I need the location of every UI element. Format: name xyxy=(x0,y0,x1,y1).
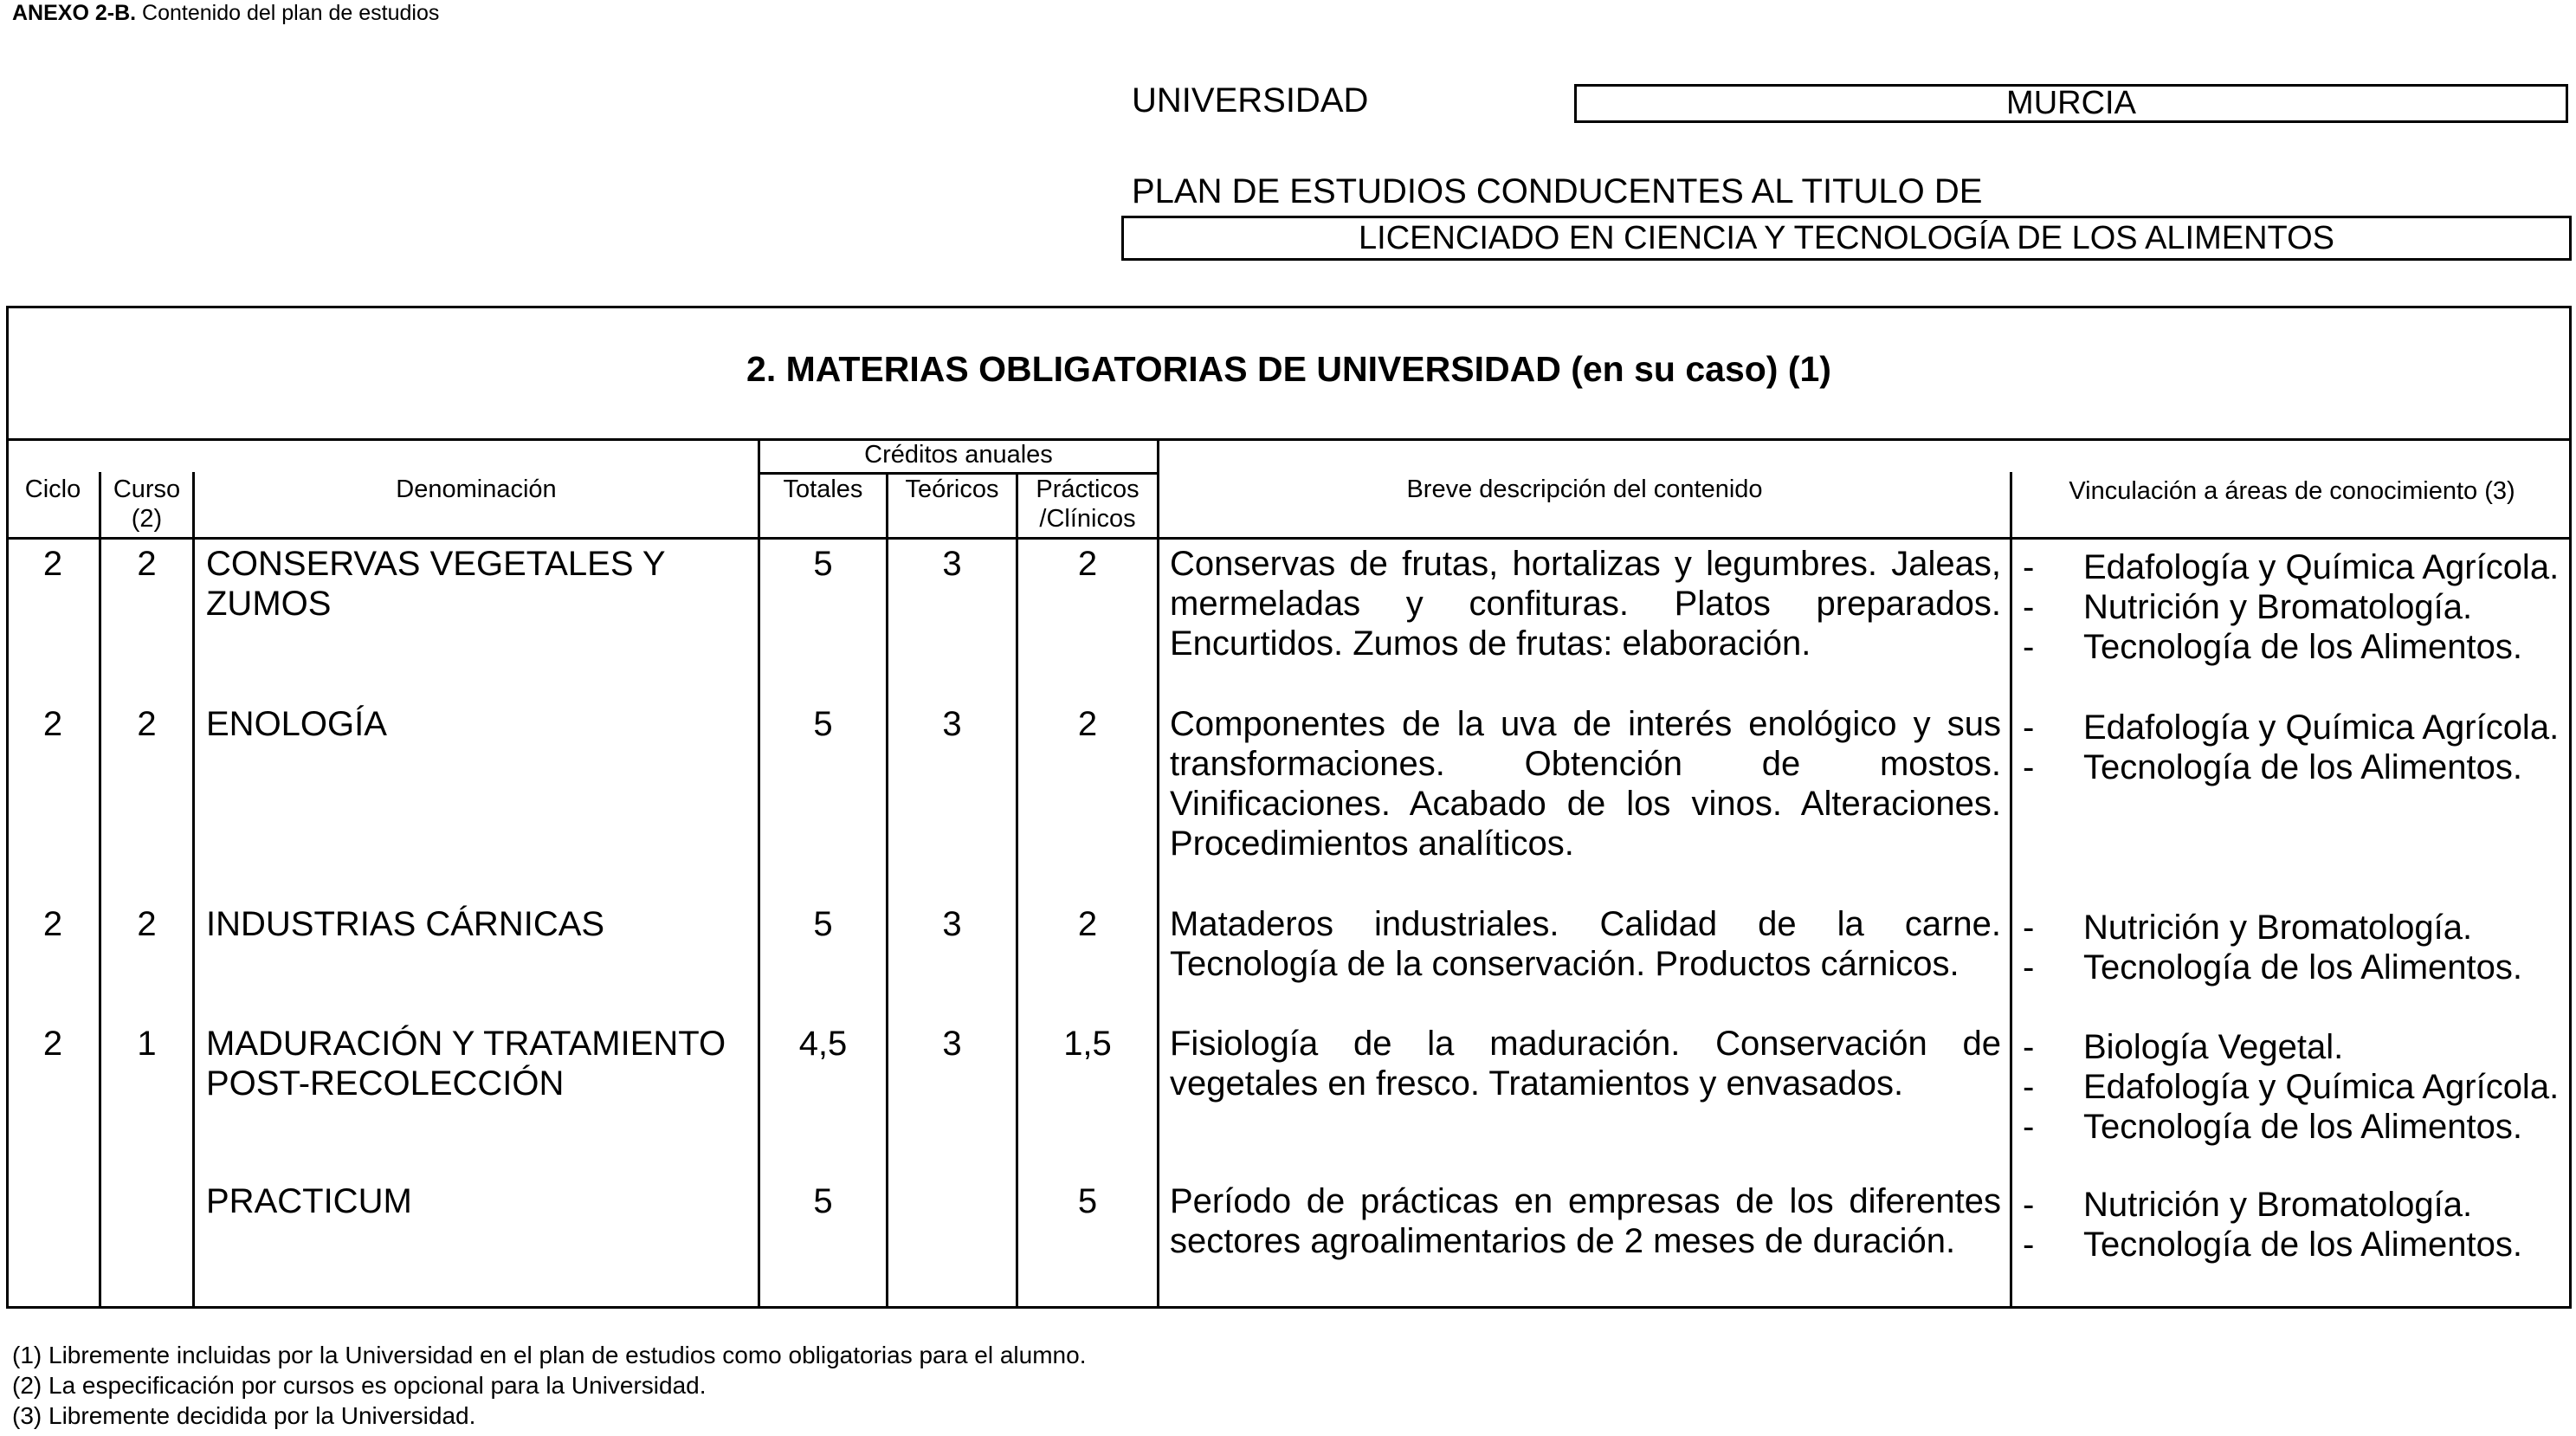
area-dash: - xyxy=(2023,1108,2035,1146)
cell-curso: 2 xyxy=(137,705,157,743)
denominacion-line: CONSERVAS VEGETALES Y xyxy=(206,545,666,583)
cell-practicos: 2 xyxy=(1077,545,1098,583)
header-creditos-anuales: Créditos anuales xyxy=(864,441,1053,469)
area-item xyxy=(2012,1107,2566,1147)
header-ciclo: Ciclo xyxy=(24,475,81,503)
cell-practicos: 2 xyxy=(1077,905,1098,943)
cell-teoricos: 3 xyxy=(942,1025,962,1063)
cell-ciclo: 2 xyxy=(42,905,63,943)
header-bottom-rule xyxy=(6,537,2572,540)
plan-label: PLAN DE ESTUDIOS CONDUCENTES AL TITULO DE xyxy=(1132,172,1983,210)
footnote-1: (1) Libremente incluidas por la Universidad en el plan de estudios como obligatorias para el alumno. xyxy=(12,1342,1087,1368)
cell-teoricos: 3 xyxy=(942,705,962,743)
annex-title: Contenido del plan de estudios xyxy=(142,1,440,25)
cell-areas xyxy=(2012,908,2566,987)
area-item xyxy=(2012,948,2566,987)
cell-ciclo: 2 xyxy=(42,1025,63,1063)
header-practicos-label-2: /Clínicos xyxy=(1039,505,1136,533)
header-descripcion: Breve descripción del contenido xyxy=(1406,475,1763,503)
area-item xyxy=(2012,587,2566,627)
header-denominacion: Denominación xyxy=(396,475,557,503)
cell-curso: 2 xyxy=(137,545,157,583)
area-name: Nutrición y Bromatología. xyxy=(2083,588,2473,626)
col-divider-curso xyxy=(192,472,195,1308)
area-name: Tecnología de los Alimentos. xyxy=(2083,1108,2522,1146)
cell-areas xyxy=(2012,1185,2566,1265)
area-item xyxy=(2012,1225,2566,1265)
cell-practicos: 1,5 xyxy=(1063,1025,1112,1063)
area-item xyxy=(2012,747,2566,787)
denominacion-line: MADURACIÓN Y TRATAMIENTO xyxy=(206,1025,726,1063)
area-name: Tecnología de los Alimentos. xyxy=(2083,948,2522,986)
cell-descripcion: Período de prácticas en empresas de los diferentes sectores agroalimentarios de 2 meses de duración. xyxy=(1170,1182,2001,1260)
area-dash: - xyxy=(2023,588,2035,626)
area-item xyxy=(2012,708,2566,747)
col-divider-practicos xyxy=(1157,438,1159,1308)
area-dash: - xyxy=(2023,948,2035,986)
area-item xyxy=(2012,908,2566,948)
cell-practicos: 5 xyxy=(1077,1182,1098,1220)
area-dash: - xyxy=(2023,708,2035,747)
cell-descripcion: Componentes de la uva de interés enológico y sus transformaciones. Obtención de mostos. Vinificaciones. Acabado de los vinos. Alteraciones. Procedimientos analíticos. xyxy=(1170,705,2001,863)
header-teoricos: Teóricos xyxy=(905,475,999,503)
cell-areas xyxy=(2012,708,2566,787)
footnote-2: (2) La especificación por cursos es opcional para la Universidad. xyxy=(12,1372,707,1399)
col-divider-totales xyxy=(886,472,888,1308)
area-item xyxy=(2012,1185,2566,1225)
header-totales: Totales xyxy=(783,475,863,503)
area-item xyxy=(2012,627,2566,667)
university-value: MURCIA xyxy=(2006,85,2136,121)
area-dash: - xyxy=(2023,1186,2035,1224)
col-divider-ciclo xyxy=(99,472,101,1308)
university-value-box xyxy=(1574,84,2568,123)
cell-teoricos: 3 xyxy=(942,905,962,943)
cell-totales: 4,5 xyxy=(798,1025,848,1063)
area-dash: - xyxy=(2023,1226,2035,1264)
cell-descripcion: Fisiología de la maduración. Conservación de vegetales en fresco. Tratamientos y envasados. xyxy=(1170,1025,2001,1103)
footnote-3: (3) Libremente decidida por la Universidad. xyxy=(12,1402,476,1429)
header-curso-note: (2) xyxy=(131,505,163,533)
cell-denominacion xyxy=(206,904,752,944)
cell-curso: 1 xyxy=(137,1025,157,1063)
area-dash: - xyxy=(2023,1028,2035,1066)
cell-totales: 5 xyxy=(813,545,833,583)
cell-descripcion: Conservas de frutas, hortalizas y legumbres. Jaleas, mermeladas y confituras. Platos preparados. Encurtidos. Zumos de frutas: elaboración. xyxy=(1170,545,2001,663)
area-dash: - xyxy=(2023,1068,2035,1106)
header-practicos xyxy=(1018,475,1157,534)
annex-code: ANEXO 2-B. xyxy=(12,1,137,25)
section-title: 2. MATERIAS OBLIGATORIAS DE UNIVERSIDAD (en su caso) (1) xyxy=(746,349,1831,389)
cell-totales: 5 xyxy=(813,1182,833,1220)
area-item xyxy=(2012,547,2566,587)
denominacion-line: ENOLOGÍA xyxy=(206,705,387,743)
area-dash: - xyxy=(2023,628,2035,666)
denominacion-line: PRACTICUM xyxy=(206,1182,412,1220)
annex-heading xyxy=(12,0,439,26)
table-top-rule xyxy=(6,438,2572,441)
cell-ciclo: 2 xyxy=(42,705,63,743)
header-vinculacion: Vinculación a áreas de conocimiento (3) xyxy=(2069,477,2515,505)
cell-areas xyxy=(2012,1027,2566,1147)
cell-denominacion xyxy=(206,704,752,744)
university-label: UNIVERSIDAD xyxy=(1132,81,1369,120)
area-name: Edafología y Química Agrícola. xyxy=(2083,1068,2560,1106)
area-name: Nutrición y Bromatología. xyxy=(2083,1186,2473,1224)
denominacion-line: POST-RECOLECCIÓN xyxy=(206,1064,565,1103)
cell-denominacion xyxy=(206,1181,752,1221)
cell-totales: 5 xyxy=(813,705,833,743)
header-curso xyxy=(101,475,192,534)
area-dash: - xyxy=(2023,909,2035,947)
area-name: Edafología y Química Agrícola. xyxy=(2083,548,2560,586)
area-item xyxy=(2012,1067,2566,1107)
cell-ciclo: 2 xyxy=(42,545,63,583)
area-dash: - xyxy=(2023,748,2035,786)
cell-practicos: 2 xyxy=(1077,705,1098,743)
cell-denominacion xyxy=(206,1024,752,1103)
cell-descripcion: Mataderos industriales. Calidad de la carne. Tecnología de la conservación. Productos cárnicos. xyxy=(1170,905,2001,983)
header-practicos-label: Prácticos xyxy=(1036,475,1140,503)
degree-value: LICENCIADO EN CIENCIA Y TECNOLOGÍA DE LOS ALIMENTOS xyxy=(1359,219,2334,256)
header-curso-label: Curso xyxy=(113,475,181,503)
area-name: Tecnología de los Alimentos. xyxy=(2083,1226,2522,1264)
area-item xyxy=(2012,1027,2566,1067)
cell-totales: 5 xyxy=(813,905,833,943)
cell-denominacion xyxy=(206,544,752,624)
cell-areas xyxy=(2012,547,2566,667)
denominacion-line: ZUMOS xyxy=(206,585,332,623)
cell-curso: 2 xyxy=(137,905,157,943)
area-name: Tecnología de los Alimentos. xyxy=(2083,628,2522,666)
degree-box xyxy=(1121,216,2572,261)
area-name: Biología Vegetal. xyxy=(2083,1028,2344,1066)
area-name: Tecnología de los Alimentos. xyxy=(2083,748,2522,786)
cell-teoricos: 3 xyxy=(942,545,962,583)
area-name: Nutrición y Bromatología. xyxy=(2083,909,2473,947)
area-name: Edafología y Química Agrícola. xyxy=(2083,708,2560,747)
area-dash: - xyxy=(2023,548,2035,586)
denominacion-line: INDUSTRIAS CÁRNICAS xyxy=(206,905,605,943)
